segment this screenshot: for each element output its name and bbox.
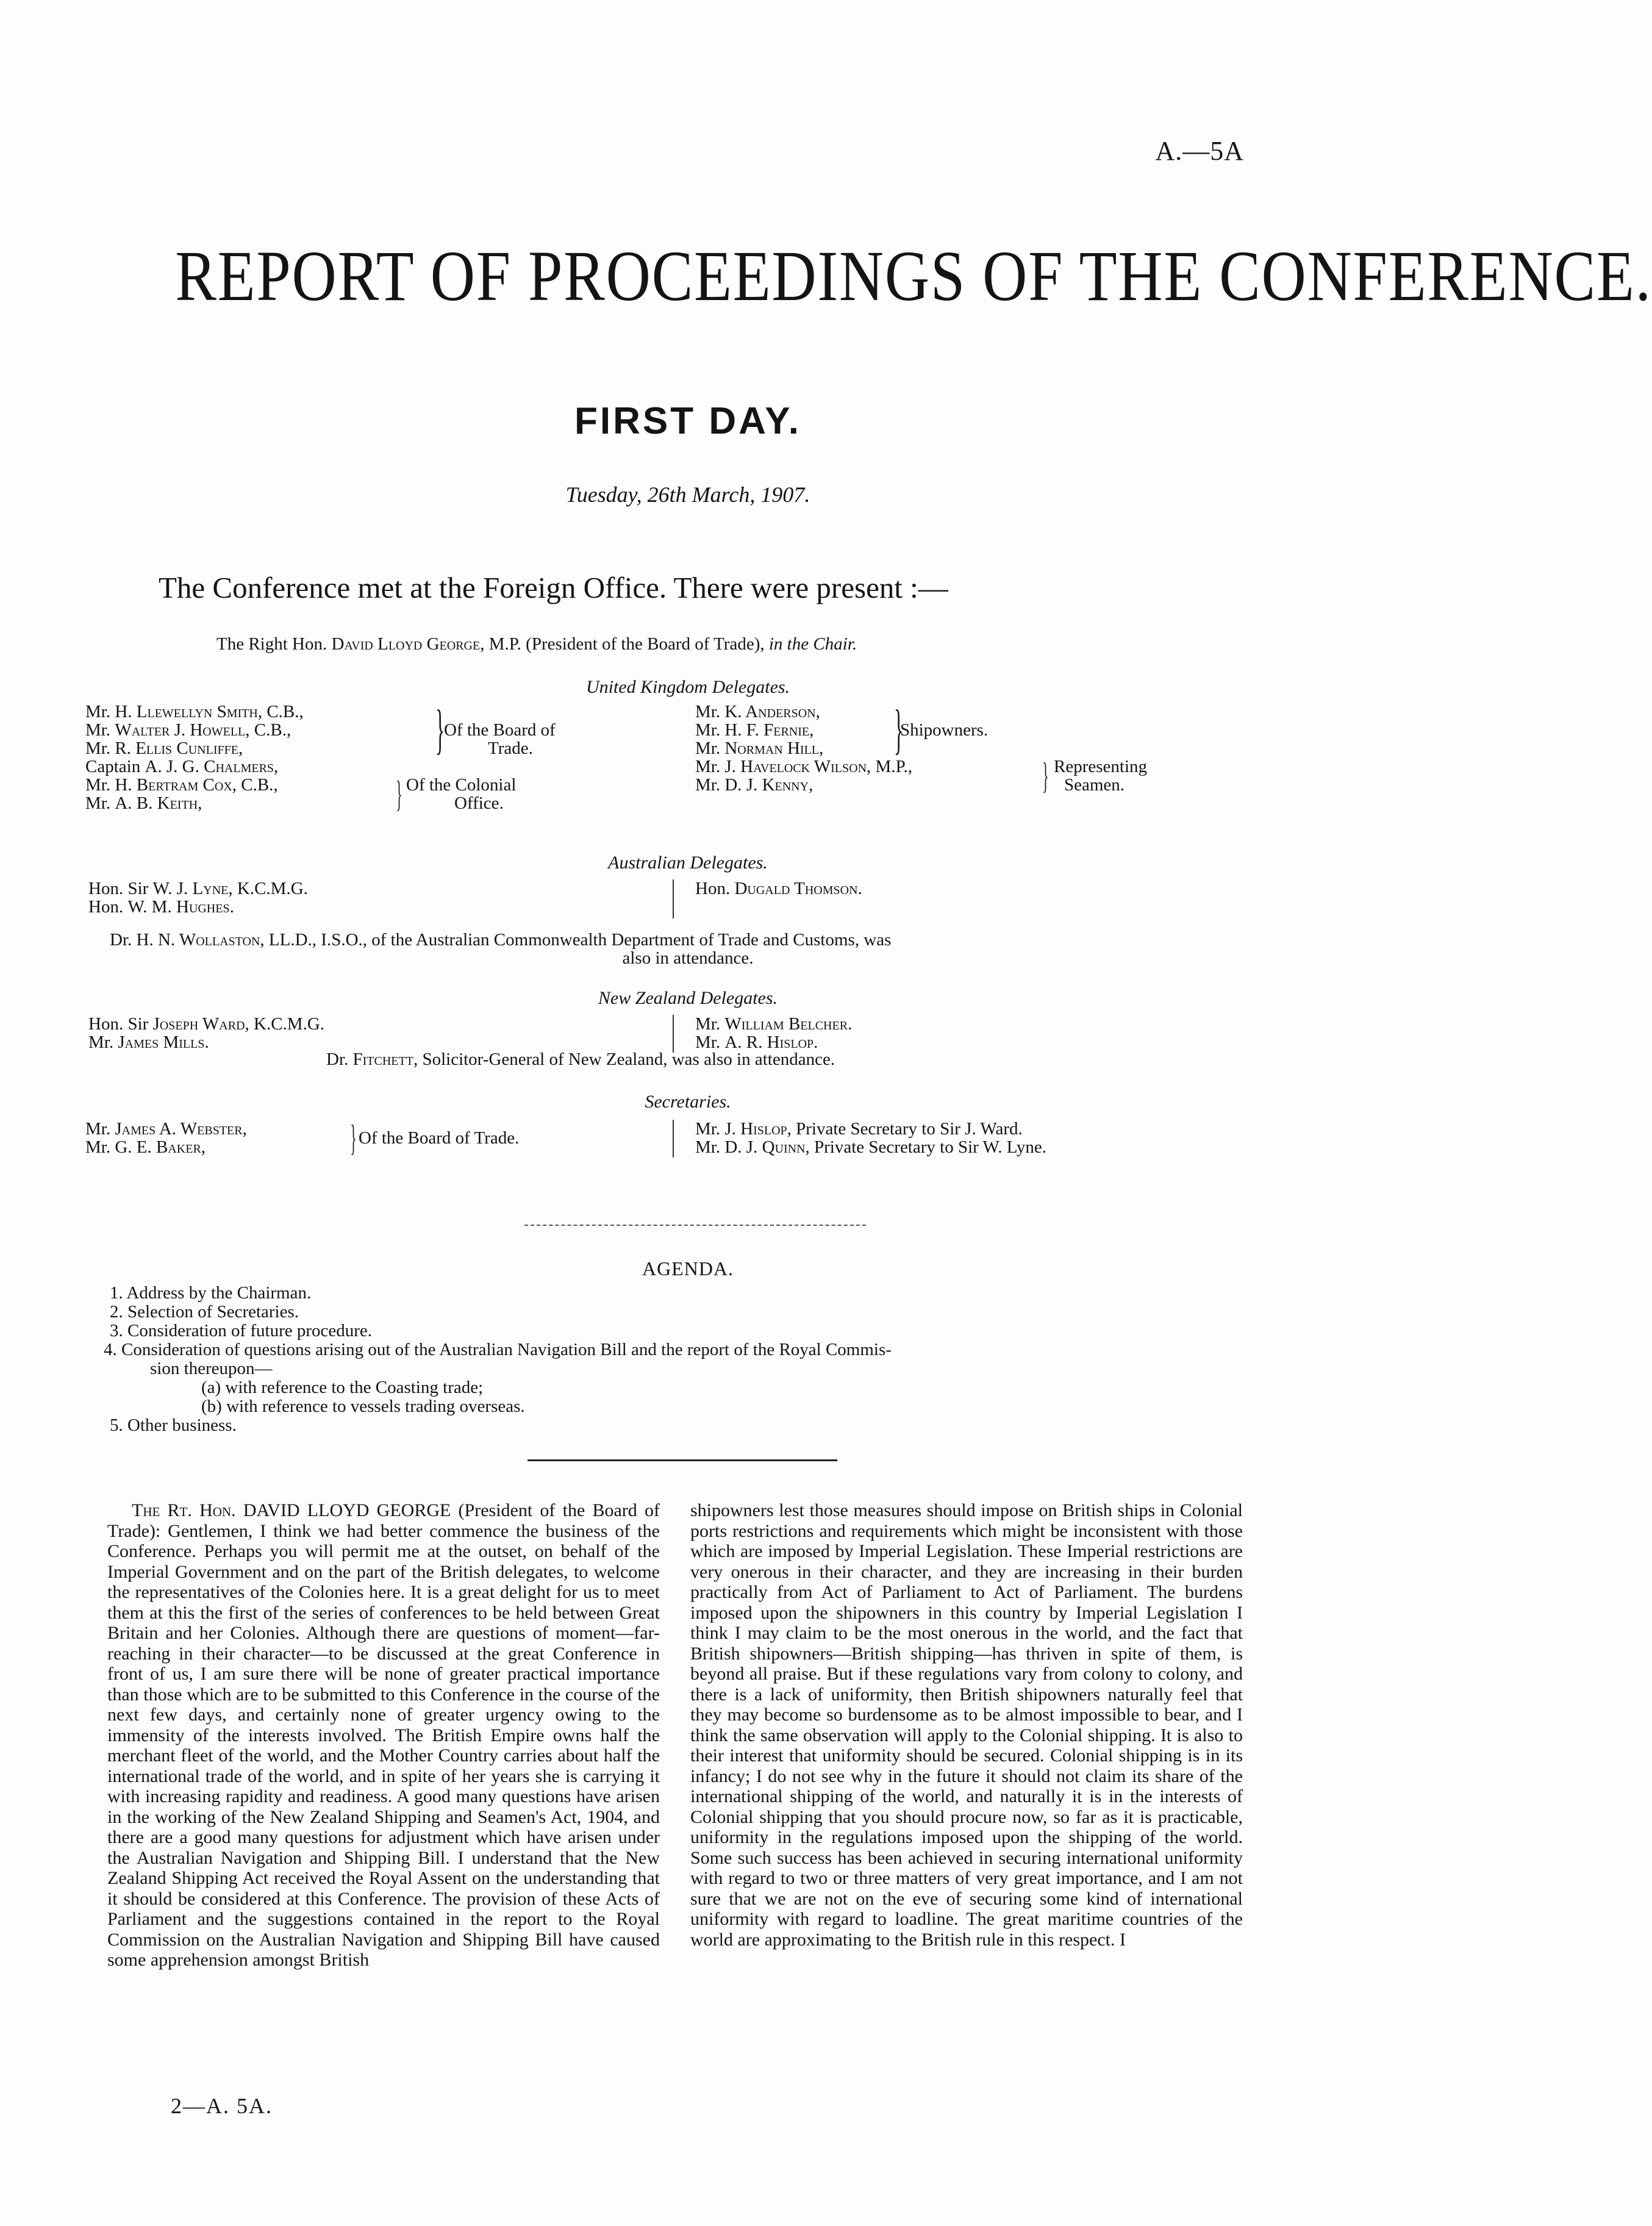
nz-delegates-heading: New Zealand Delegates. (598, 988, 778, 1008)
report-title: REPORT OF PROCEEDINGS OF THE CONFERENCE. (175, 236, 1652, 316)
colonial-brace: } (396, 774, 402, 814)
board-brace: } (435, 700, 445, 760)
secretary: Mr. J. Hislop, Private Secretary to Sir J. Ward. (695, 1119, 1023, 1139)
nz-delegate: Mr. A. R. Hislop. (695, 1032, 818, 1052)
agenda-heading: AGENDA. (642, 1258, 734, 1279)
uk-delegate: Mr. Walter J. Howell, C.B., (85, 720, 291, 740)
agenda-item-cont: sion thereupon— (150, 1359, 273, 1378)
speech-paragraph (107, 1500, 660, 1970)
australian-delegate: Hon. W. M. Hughes. (88, 897, 234, 917)
secretary: Mr. D. J. Quinn, Private Secretary to Sir W. Lyne. (695, 1137, 1046, 1157)
document-reference: A.—5A (1155, 136, 1244, 166)
uk-left-list (85, 703, 304, 812)
secretaries-right-list (695, 1120, 1046, 1156)
agenda-list (104, 1283, 892, 1435)
board-label-2: Trade. (488, 739, 533, 758)
uk-delegate: Mr. J. Havelock Wilson, M.P., (695, 757, 912, 776)
australian-attendance: Dr. H. N. Wollaston, LL.D., I.S.O., of the Australian Commonwealth Department of Trade and Customs, was (110, 930, 892, 950)
agenda-item: 4. Consideration of questions arising out of the Australian Navigation Bill and the report of the Royal Commis- (104, 1340, 892, 1359)
agenda-item: 3. Consideration of future procedure. (110, 1321, 373, 1340)
day-heading: FIRST DAY. (574, 400, 801, 442)
secretaries-board-label: Of the Board of Trade. (359, 1128, 520, 1148)
chair-prefix: The Right Hon. (216, 634, 327, 654)
nz-right-list (695, 1015, 852, 1051)
australian-left-list (88, 879, 308, 916)
section-rule (527, 1459, 837, 1461)
meeting-date: Tuesday, 26th March, 1907. (565, 482, 810, 507)
speech-text: (President of the Board of Trade): Gentlemen, I think we had better commence the business of the Conference. Perhaps you will permit me at the outset, on behalf of the Imperial Government and on the part of the British delegates, to welcome the representatives of the Colonies here. It is a great delight for us to meet them at this the first of the series of conferences to be held between Great Britain and her Colonies. Although there are questions of moment—far-reaching in their character—to be discussed at the great Conference in front of us, I am sure there will be none of greater practical importance than those which are to be submitted to this Conference in the course of the next few days, and certainly none of greater urgency owing to the immensity of the interests involved. The British Empire owns half the merchant fleet of the world, and the Mother Country carries about half the international trade of the world, and in spite of her years she is carrying it with increasing rapidity and readiness. A good many questions have arisen in the working of the New Zealand Shipping and Seamen's Act, 1904, and there are a good many questions for adjustment which have arisen under the Australian Navigation and Shipping Bill. I understand that the New Zealand Shipping Act received the Royal Assent on the understanding that it should be considered at this Conference. The provision of these Acts of Parliament and the suggestions contained in the report to the Royal Commission on the Australian Navigation and Shipping Bill have caused some apprehension amongst British (107, 1500, 660, 1970)
secretary: Mr. G. E. Baker, (85, 1137, 206, 1157)
speech-left-column (107, 1500, 660, 1970)
secretaries-brace: } (350, 1118, 357, 1158)
column-divider (673, 1015, 674, 1053)
shipowners-label: Shipowners. (900, 720, 989, 740)
secretaries-left-list (85, 1120, 247, 1156)
seamen-label-2: Seamen. (1064, 775, 1125, 795)
column-divider (673, 1120, 674, 1158)
australian-delegate: Hon. Dugald Thomson. (695, 879, 862, 898)
uk-delegate: Mr. A. B. Keith, (85, 793, 202, 813)
colonial-label: Of the Colonial (406, 775, 517, 795)
australian-right-list (695, 879, 862, 898)
chair-tail: in the Chair. (768, 634, 857, 654)
uk-right-list (695, 700, 912, 795)
chair-suffix: , M.P. (President of the Board of Trade), (480, 634, 765, 654)
australian-delegates-heading: Australian Delegates. (608, 853, 768, 873)
secretary: Mr. James A. Webster, (85, 1119, 247, 1139)
nz-attendance: Dr. Fitchett, Solicitor-General of New Zealand, was also in attendance. (326, 1050, 835, 1069)
speech-text: shipowners lest those measures should impose on British ships in Colonial ports restrictions and requirements which might be inconsistent with those which are imposed by Imperial Legislation. These Imperial restrictions are very onerous in their character, and they are increasing in their burden practically from Act of Parliament to Act of Parliament. The burdens imposed upon the shipowners in this country by Imperial Legislation I think I may claim to be the most onerous in the world, and the fact that British shipowners—British shipping—has thriven in spite of them, is beyond all praise. But if these regulations vary from colony to colony, and there is a lack of uniformity, then British shipowners naturally feel that they may become so burdensome as to be almost impossible to bear, and I think the same observation will apply to the Colonial shipping. It is also to their interest that uniformity should be secured. Colonial shipping is in its infancy; I do not see why in the future it should not claim its share of the international shipping of the world, and naturally it is in the interests of Colonial shipping that you should procure now, so far as it is practicable, uniformity in the regulations imposed upon the shipping of the world. Some such success has been achieved in securing international uniformity with regard to two or three matters of very great importance, and I am not sure that we are not on the eve of securing some kind of international uniformity with regard to loadline. The great maritime countries of the world are approximating to the British rule in this respect. I (690, 1500, 1243, 1950)
australian-delegate: Hon. Sir W. J. Lyne, K.C.M.G. (88, 879, 308, 898)
colonial-label-2: Office. (454, 793, 504, 813)
nz-delegate: Mr. James Mills. (88, 1032, 209, 1052)
board-label: Of the Board of (444, 720, 556, 740)
australian-attendance-cont: also in attendance. (622, 948, 754, 968)
uk-delegate: Mr. H. Llewellyn Smith, C.B., (85, 702, 304, 721)
agenda-item: 5. Other business. (110, 1415, 237, 1435)
uk-delegate: Captain A. J. G. Chalmers, (85, 757, 279, 776)
page-number: 2—A. 5A. (171, 2094, 273, 2118)
uk-delegate: Mr. H. Bertram Cox, C.B., (85, 775, 278, 795)
seamen-label: Representing (1054, 757, 1148, 776)
chair-name: David Lloyd George (331, 634, 481, 654)
chair-line (216, 634, 857, 654)
nz-delegate: Mr. William Belcher. (695, 1014, 853, 1034)
agenda-item: 1. Address by the Chairman. (110, 1283, 312, 1303)
agenda-subitem: (a) with reference to the Coasting trade; (201, 1378, 484, 1397)
agenda-item: 2. Selection of Secretaries. (110, 1302, 299, 1322)
nz-left-list (88, 1015, 324, 1051)
speech-right-column (690, 1500, 1243, 1950)
nz-delegate: Hon. Sir Joseph Ward, K.C.M.G. (88, 1014, 325, 1034)
speech-paragraph (690, 1500, 1243, 1950)
uk-delegate: Mr. Norman Hill, (695, 739, 824, 758)
uk-delegates-heading: United Kingdom Delegates. (585, 677, 790, 697)
uk-delegate: Mr. K. Anderson, (695, 702, 820, 721)
speaker-name: DAVID LLOYD GEORGE (243, 1500, 451, 1520)
seamen-brace: } (1042, 756, 1049, 796)
uk-delegate: Mr. R. Ellis Cunliffe, (85, 739, 243, 758)
agenda-subitem: (b) with reference to vessels trading overseas. (201, 1397, 525, 1416)
shipowners-brace: } (894, 700, 904, 760)
section-divider (524, 1225, 866, 1226)
secretaries-heading: Secretaries. (645, 1092, 731, 1112)
uk-delegate: Mr. D. J. Kenny, (695, 775, 813, 795)
meeting-location-line: The Conference met at the Foreign Office. There were present :— (159, 571, 948, 604)
uk-delegate: Mr. H. F. Fernie, (695, 720, 814, 740)
column-divider (673, 879, 674, 918)
speaker-prefix: The Rt. Hon. (132, 1500, 236, 1520)
